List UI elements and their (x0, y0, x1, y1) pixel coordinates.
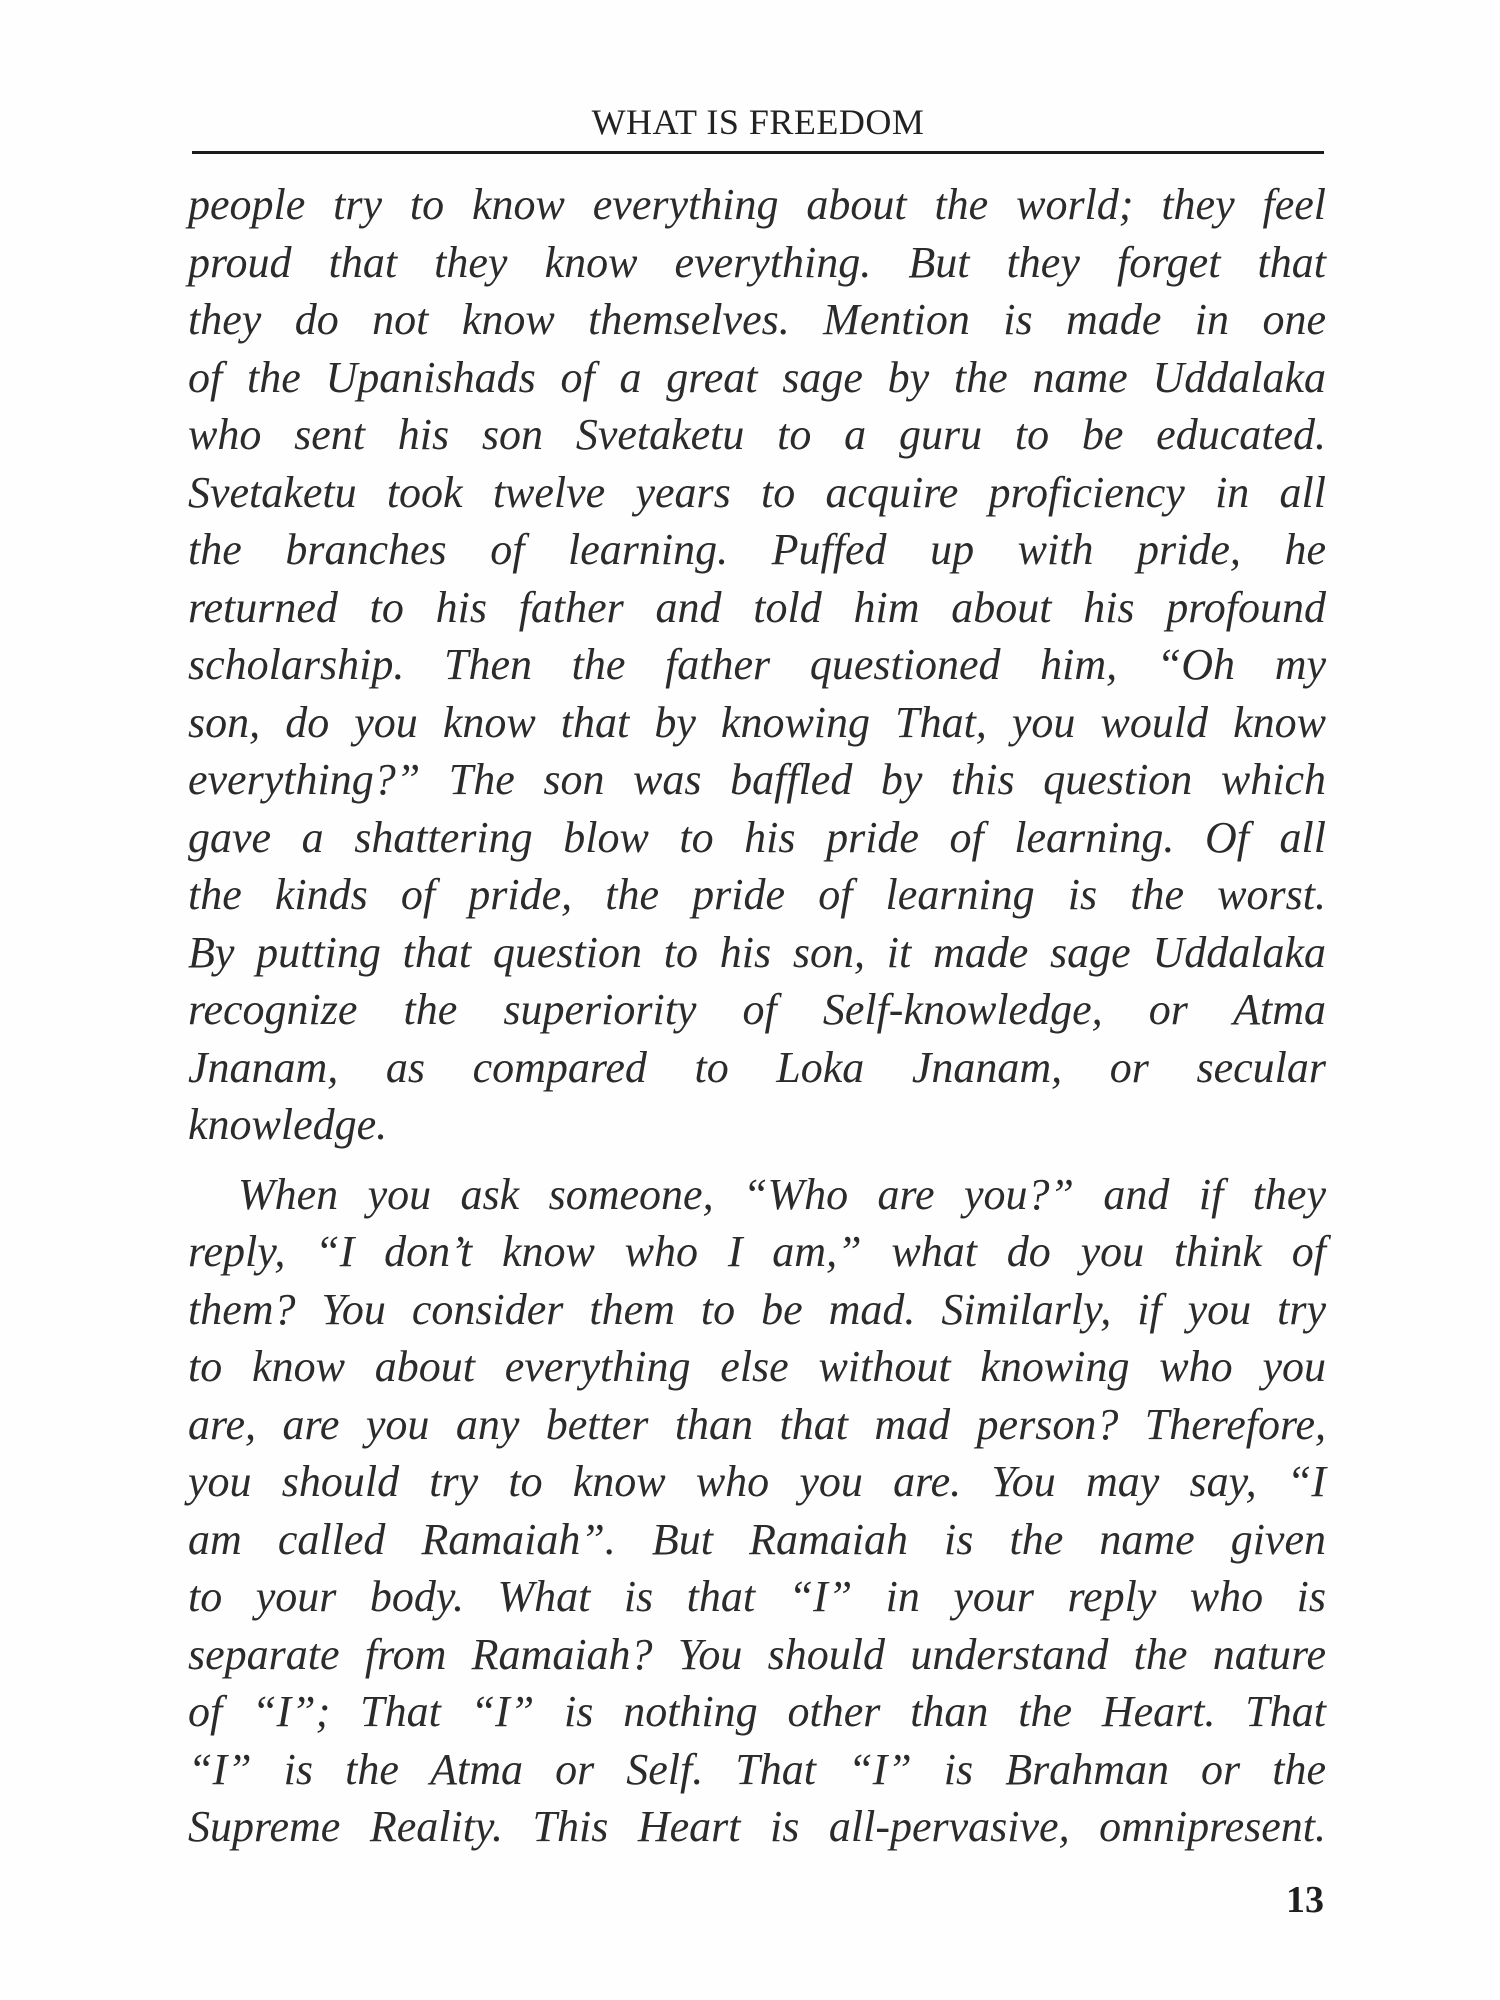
text-line: knowledge. (188, 1100, 388, 1149)
header-rule (192, 151, 1324, 154)
text-line: Jnanam, as compared to Loka Jnanam, or secular (188, 1042, 1326, 1092)
page-number: 13 (1286, 1879, 1324, 1921)
text-line: the kinds of pride, the pride of learning is the worst. (188, 870, 1326, 919)
body-text (188, 176, 1326, 1856)
text-line: recognize the superiority of Self-knowledge, or Atma (188, 985, 1326, 1034)
paragraph-2 (188, 1166, 1326, 1856)
text-line: Svetaketu took twelve years to acquire proficiency in all (188, 467, 1326, 517)
text-line: By putting that question to his son, it made sage Uddalaka (188, 927, 1326, 977)
text-line: returned to his father and told him about his profound (188, 582, 1326, 632)
text-line: son, do you know that by knowing That, you would know (188, 697, 1326, 747)
text-line: are, are you any better than that mad person? Therefore, (188, 1399, 1326, 1449)
text-line: reply, “I don’t know who I am,” what do you think of (188, 1227, 1326, 1276)
text-line: to your body. What is that “I” in your reply who is (188, 1572, 1326, 1621)
paragraph-1 (188, 176, 1326, 1154)
text-line: proud that they know everything. But they forget that (188, 237, 1326, 287)
text-line: separate from Ramaiah? You should understand the nature (188, 1629, 1326, 1679)
text-line: them? You consider them to be mad. Similarly, if you try (188, 1284, 1326, 1334)
text-line: When you ask someone, “Who are you?” and if they (238, 1169, 1326, 1219)
running-head: WHAT IS FREEDOM (591, 102, 925, 142)
text-line: of the Upanishads of a great sage by the name Uddalaka (188, 352, 1326, 402)
text-line: scholarship. Then the father questioned him, “Oh my (188, 640, 1326, 689)
paragraph-gap (188, 1154, 1326, 1166)
text-line: to know about everything else without knowing who you (188, 1342, 1326, 1391)
text-line: am called Ramaiah”. But Ramaiah is the name given (188, 1514, 1326, 1564)
text-line: “I” is the Atma or Self. That “I” is Brahman or the (188, 1744, 1326, 1794)
text-line: they do not know themselves. Mention is made in one (188, 295, 1326, 344)
text-line: the branches of learning. Puffed up with pride, he (188, 525, 1326, 574)
text-line: everything?” The son was baffled by this question which (188, 755, 1326, 804)
text-line: who sent his son Svetaketu to a guru to be educated. (188, 410, 1326, 459)
text-line: people try to know everything about the world; they feel (188, 180, 1326, 229)
text-line: gave a shattering blow to his pride of learning. Of all (188, 812, 1326, 862)
text-line: you should try to know who you are. You may say, “I (188, 1457, 1326, 1506)
text-line: Supreme Reality. This Heart is all-pervasive, omnipresent. (188, 1802, 1326, 1851)
text-line: of “I”; That “I” is nothing other than the Heart. That (188, 1687, 1326, 1736)
